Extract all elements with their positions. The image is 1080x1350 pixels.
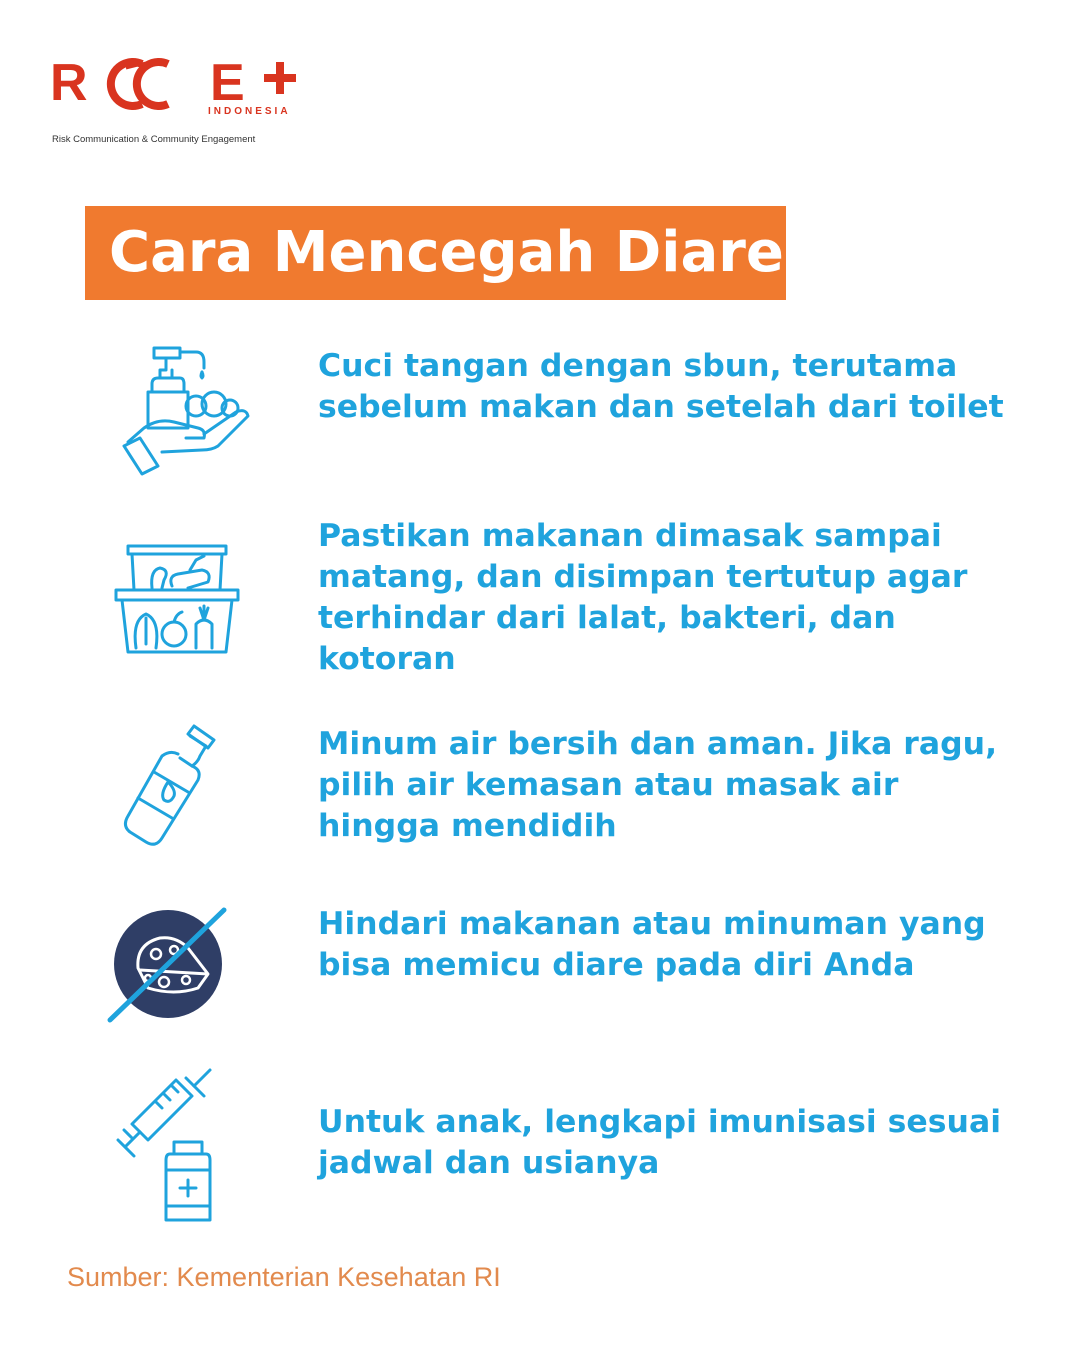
water-bottle-icon [118,722,228,848]
hand-soap-icon [118,342,258,482]
syringe-vial-icon [112,1066,222,1226]
tip-text-1: Cuci tangan dengan sbun, terutama sebelum makan dan setelah dari toilet [318,348,1004,425]
brand-sub: INDONESIA [208,106,291,117]
brand-logo [50,48,310,148]
tip-text-4: Hindari makanan atau minuman yang bisa memicu diare pada diri Anda [318,906,986,983]
svg-text:E: E [210,54,245,112]
svg-text:R: R [50,54,88,112]
tip-text-5: Untuk anak, lengkapi imunisasi sesuai jadwal dan usianya [318,1104,1002,1181]
tip-text-3: Minum air bersih dan aman. Jika ragu, pilih air kemasan atau masak air hingga mendidih [318,726,998,844]
page-title: Cara Mencegah Diare [109,220,784,285]
food-container-icon [112,540,242,660]
brand-tagline: Risk Communication & Community Engagement [52,134,256,145]
no-cheese-icon [104,904,230,1030]
source-credit: Sumber: Kementerian Kesehatan RI [67,1262,501,1292]
tip-text-2: Pastikan makanan dimasak sampai matang, dan disimpan tertutup agar terhindar dari lalat, bakteri, dan kotoran [318,518,968,677]
title-banner [85,206,786,300]
